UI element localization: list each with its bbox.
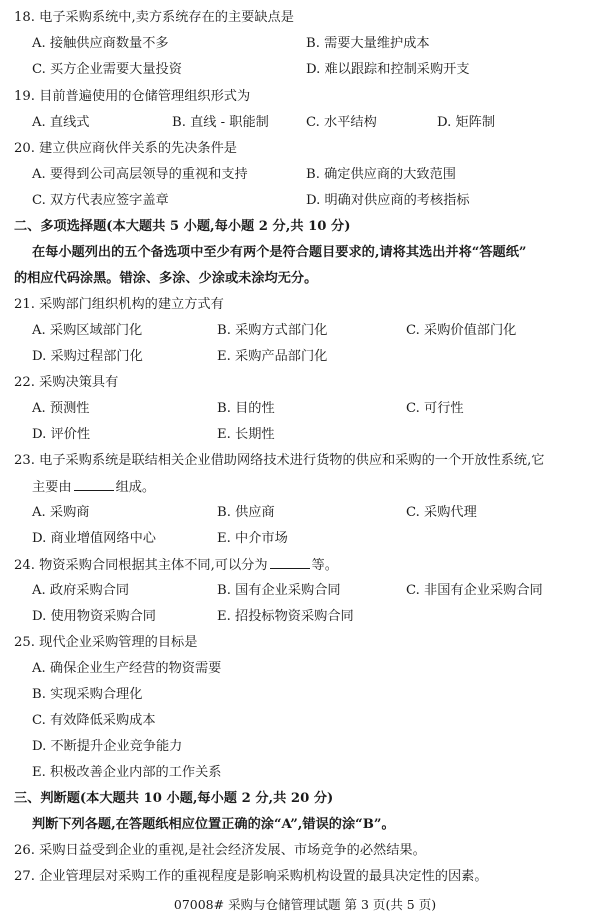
q22-option-e: E. 长期性 xyxy=(217,427,275,442)
q18-option-c: C. 买方企业需要大量投资 xyxy=(32,62,182,77)
q21-option-d: D. 采购过程部门化 xyxy=(32,349,143,364)
section-2-instruction-line-2: 的相应代码涂黑。错涂、多涂、少涂或未涂均无分。 xyxy=(14,271,318,286)
q23-option-b: B. 供应商 xyxy=(217,505,275,520)
q19-option-b: B. 直线 - 职能制 xyxy=(172,115,269,130)
section-2-instruction-line-1: 在每小题列出的五个备选项中至少有两个是符合题目要求的,请将其选出并将“答题纸” xyxy=(32,245,527,260)
question-23-stem-line-1: 23. 电子采购系统是联结相关企业借助网络技术进行货物的供应和采购的一个开放性系统,它 xyxy=(14,453,545,468)
q22-option-a: A. 预测性 xyxy=(32,401,90,416)
question-19-stem: 19. 目前普遍使用的仓储管理组织形式为 xyxy=(14,89,251,104)
question-20-stem: 20. 建立供应商伙伴关系的先决条件是 xyxy=(14,141,237,156)
q23-option-a: A. 采购商 xyxy=(32,505,90,520)
q18-option-d: D. 难以跟踪和控制采购开支 xyxy=(306,62,470,77)
q20-option-b: B. 确定供应商的大致范围 xyxy=(306,167,456,182)
question-25-stem: 25. 现代企业采购管理的目标是 xyxy=(14,635,198,650)
question-21-stem: 21. 采购部门组织机构的建立方式有 xyxy=(14,297,224,312)
section-3-title: 三、判断题(本大题共 10 小题,每小题 2 分,共 20 分) xyxy=(14,791,334,806)
q19-option-c: C. 水平结构 xyxy=(306,115,377,130)
q21-option-b: B. 采购方式部门化 xyxy=(217,323,328,338)
q24-stem-before-blank: 24. 物资采购合同根据其主体不同,可以分为 xyxy=(14,558,268,573)
q25-option-a: A. 确保企业生产经营的物资需要 xyxy=(32,661,222,676)
q25-option-b: B. 实现采购合理化 xyxy=(32,687,143,702)
page-footer: 07008# 采购与仓储管理试题 第 3 页(共 5 页) xyxy=(173,897,437,912)
question-23-stem-line-2 xyxy=(32,477,155,497)
q21-option-e: E. 采购产品部门化 xyxy=(217,349,328,364)
q25-option-d: D. 不断提升企业竞争能力 xyxy=(32,739,183,754)
question-18-stem: 18. 电子采购系统中,卖方系统存在的主要缺点是 xyxy=(14,10,294,25)
q22-option-d: D. 评价性 xyxy=(32,427,91,442)
q18-option-b: B. 需要大量维护成本 xyxy=(306,36,430,51)
question-22-stem: 22. 采购决策具有 xyxy=(14,375,119,390)
q19-option-d: D. 矩阵制 xyxy=(437,115,496,130)
q18-option-a: A. 接触供应商数量不多 xyxy=(32,36,169,51)
q23-stem-before-blank: 主要由 xyxy=(32,480,72,495)
q24-option-c: C. 非国有企业采购合同 xyxy=(406,583,543,598)
q20-option-c: C. 双方代表应签字盖章 xyxy=(32,193,169,208)
q22-option-c: C. 可行性 xyxy=(406,401,464,416)
q24-option-e: E. 招投标物资采购合同 xyxy=(217,609,354,624)
q20-option-d: D. 明确对供应商的考核指标 xyxy=(306,193,470,208)
q24-stem-after-blank: 等。 xyxy=(311,558,338,573)
section-2-title: 二、多项选择题(本大题共 5 小题,每小题 2 分,共 10 分) xyxy=(14,219,351,234)
q24-option-b: B. 国有企业采购合同 xyxy=(217,583,341,598)
q23-answer-blank xyxy=(74,477,114,491)
q24-option-a: A. 政府采购合同 xyxy=(32,583,130,598)
q23-option-e: E. 中介市场 xyxy=(217,531,288,546)
question-27-stem: 27. 企业管理层对采购工作的重视程度是影响采购机构设置的最具决定性的因素。 xyxy=(14,869,488,884)
q25-option-c: C. 有效降低采购成本 xyxy=(32,713,156,728)
q23-option-d: D. 商业增值网络中心 xyxy=(32,531,156,546)
q24-option-d: D. 使用物资采购合同 xyxy=(32,609,156,624)
q21-option-a: A. 采购区域部门化 xyxy=(32,323,143,338)
section-3-instruction: 判断下列各题,在答题纸相应位置正确的涂“A”,错误的涂“B”。 xyxy=(32,817,395,832)
q23-stem-after-blank: 组成。 xyxy=(115,480,156,495)
q24-answer-blank xyxy=(270,555,310,569)
q25-option-e: E. 积极改善企业内部的工作关系 xyxy=(32,765,222,780)
question-24-stem xyxy=(14,555,338,575)
q22-option-b: B. 目的性 xyxy=(217,401,275,416)
q21-option-c: C. 采购价值部门化 xyxy=(406,323,517,338)
question-26-stem: 26. 采购日益受到企业的重视,是社会经济发展、市场竞争的必然结果。 xyxy=(14,843,426,858)
q19-option-a: A. 直线式 xyxy=(32,115,90,130)
q20-option-a: A. 要得到公司高层领导的重视和支持 xyxy=(32,167,248,182)
q23-option-c: C. 采购代理 xyxy=(406,505,477,520)
